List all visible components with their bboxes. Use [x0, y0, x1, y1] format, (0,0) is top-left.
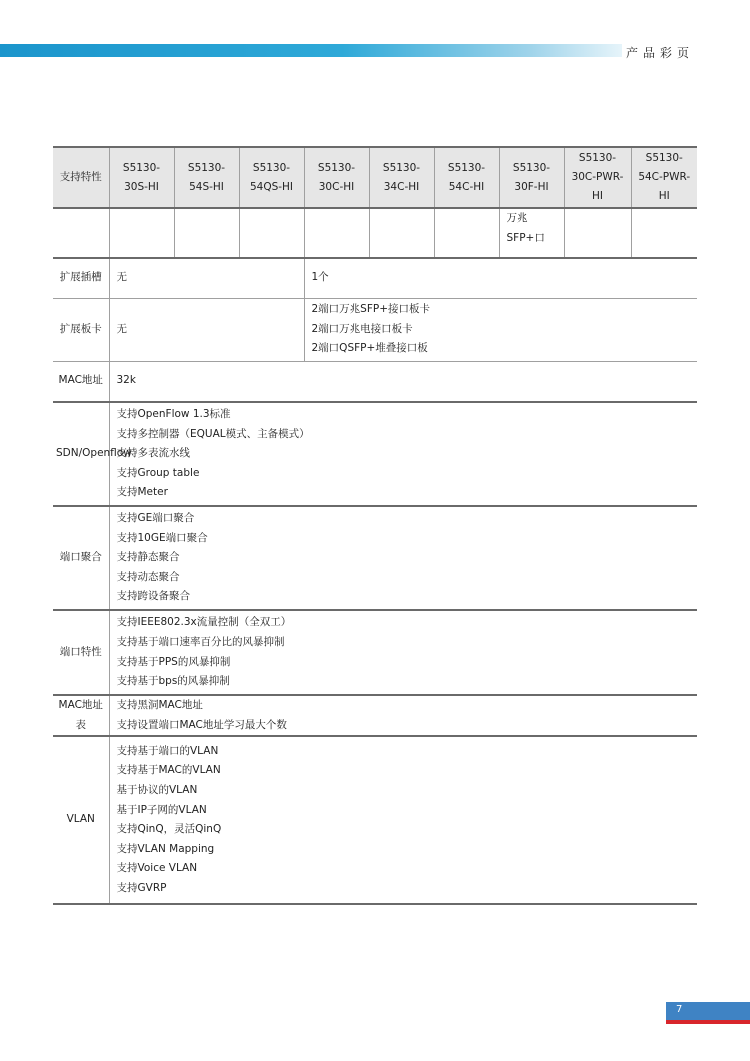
table-header-row [53, 147, 697, 208]
header-cell: S5130-30F-HI [499, 147, 564, 208]
empty-cell [174, 208, 239, 258]
empty-cell [239, 208, 304, 258]
header-cell: S5130-30C-PWR-HI [564, 147, 631, 208]
ports-cell: 万兆 SFP+口 [499, 208, 564, 258]
table-row [53, 258, 697, 298]
table-row [53, 298, 697, 361]
row-label: MAC地址表 [53, 695, 109, 736]
header-cell: S5130-54C-PWR-HI [631, 147, 697, 208]
page-number: 7 [676, 1004, 683, 1015]
cell-value: 无 [109, 298, 304, 361]
cell-value: 支持黑洞MAC地址 支持设置端口MAC地址学习最大个数 [109, 695, 697, 736]
table-row [53, 361, 697, 402]
cell-value: 1个 [304, 258, 697, 298]
header-cell: S5130-30C-HI [304, 147, 369, 208]
spec-table [53, 146, 697, 905]
row-label: 端口聚合 [53, 506, 109, 610]
header-cell: 支持特性 [53, 147, 109, 208]
header-title: 产品彩页 [626, 46, 695, 60]
empty-cell [434, 208, 499, 258]
cell-value: 32k [109, 361, 697, 402]
table-row [53, 208, 697, 258]
header-accent-bar [0, 44, 622, 57]
cell-value: 支持GE端口聚合 支持10GE端口聚合 支持静态聚合 支持动态聚合 支持跨设备聚合 [109, 506, 697, 610]
table-row [53, 506, 697, 610]
row-label: 扩展板卡 [53, 298, 109, 361]
empty-cell [304, 208, 369, 258]
header-cell: S5130-54QS-HI [239, 147, 304, 208]
cell-value: 支持OpenFlow 1.3标准 支持多控制器（EQUAL模式、主备模式） 支持多表流水线 支持Group table 支持Meter [109, 402, 697, 506]
header-cell: S5130-54C-HI [434, 147, 499, 208]
cell-value: 无 [109, 258, 304, 298]
empty-cell [53, 208, 109, 258]
table-row [53, 736, 697, 904]
cell-value: 支持基于端口的VLAN 支持基于MAC的VLAN 基于协议的VLAN 基于IP子网的VLAN 支持QinQ，灵活QinQ 支持VLAN Mapping 支持Voice VLAN 支持GVRP [109, 736, 697, 904]
cell-value: 2端口万兆SFP+接口板卡 2端口万兆电接口板卡 2端口QSFP+堆叠接口板 [304, 298, 697, 361]
row-label: SDN/Openflow [53, 402, 109, 506]
table-row [53, 402, 697, 506]
header-cell: S5130-54S-HI [174, 147, 239, 208]
header-cell: S5130-34C-HI [369, 147, 434, 208]
row-label: VLAN [53, 736, 109, 904]
empty-cell [369, 208, 434, 258]
table-row [53, 695, 697, 736]
page-number-red-stripe [666, 1020, 750, 1024]
cell-value: 支持IEEE802.3x流量控制（全双工） 支持基于端口速率百分比的风暴抑制 支持基于PPS的风暴抑制 支持基于bps的风暴抑制 [109, 610, 697, 695]
empty-cell [109, 208, 174, 258]
row-label: 扩展插槽 [53, 258, 109, 298]
table-row [53, 610, 697, 695]
empty-cell [631, 208, 697, 258]
row-label: 端口特性 [53, 610, 109, 695]
row-label: MAC地址 [53, 361, 109, 402]
empty-cell [564, 208, 631, 258]
header-cell: S5130-30S-HI [109, 147, 174, 208]
